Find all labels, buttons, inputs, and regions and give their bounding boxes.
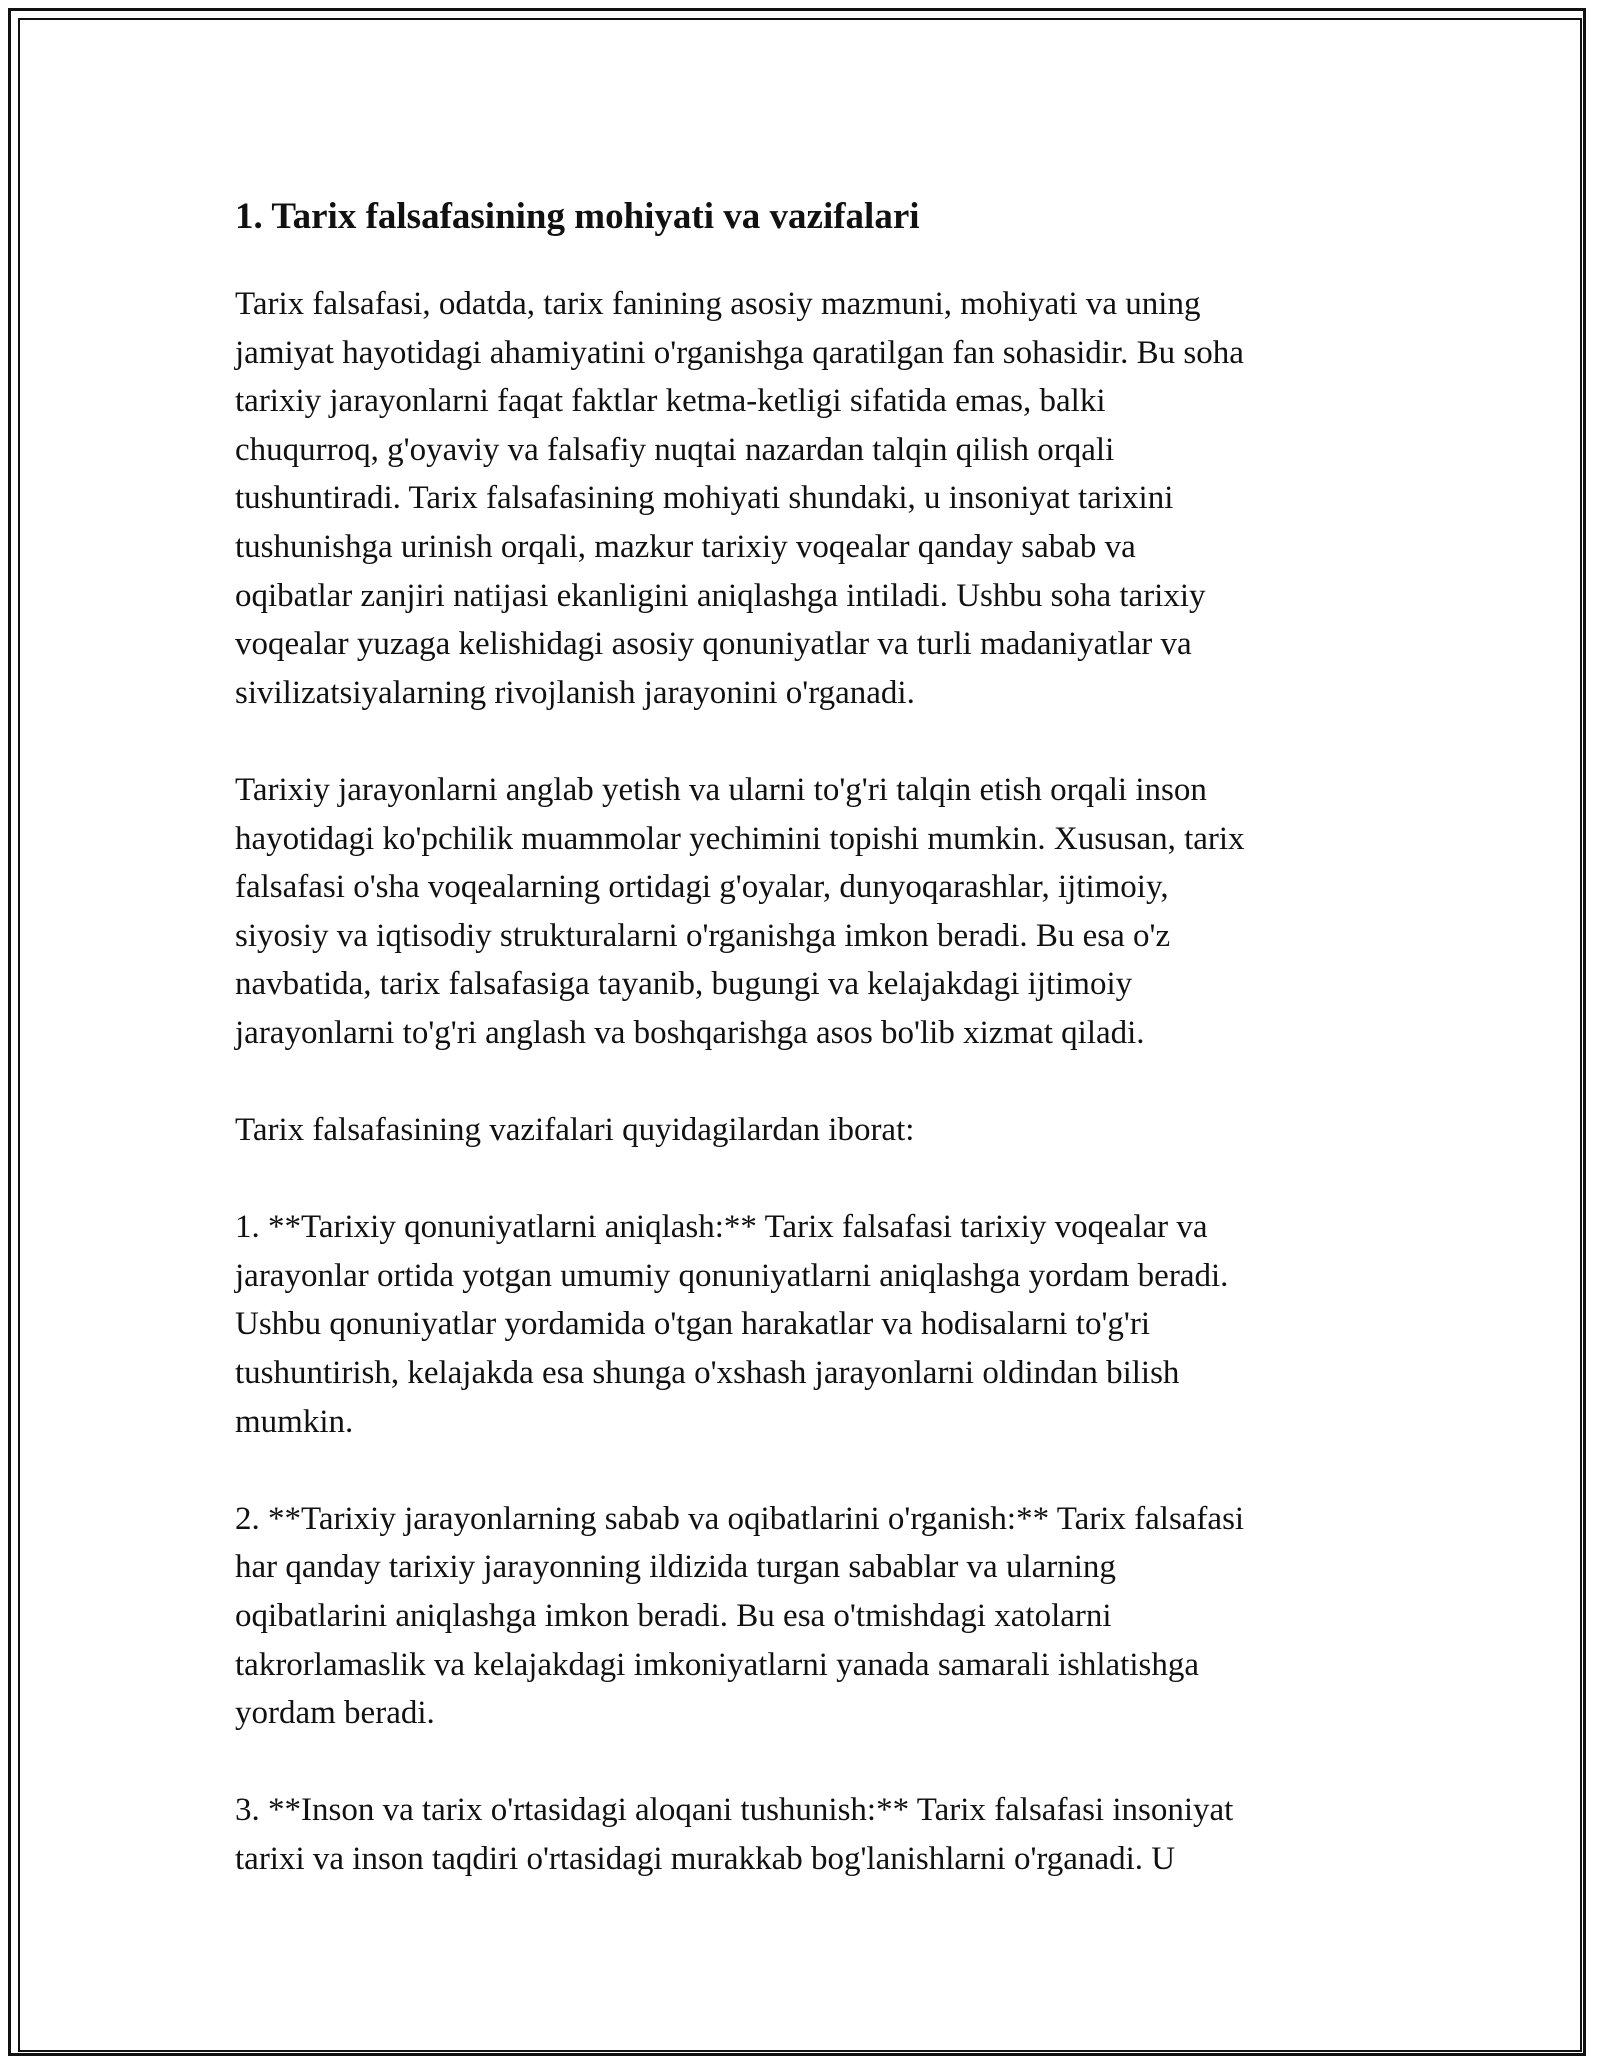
- section-heading: 1. Tarix falsafasining mohiyati va vazifalari: [235, 196, 920, 237]
- paragraph-understanding: Tarixiy jarayonlarni anglab yetish va ularni to'g'ri talqin etish orqali inson hayotidagi ko'pchilik muammolar yechimini topishi mumkin. Xususan, tarix falsafasi o'sha voqealarning ortidagi g'oyalar, dunyoqarashlar, ijtimoiy, siyosiy va iqtisodiy strukturalarni o'rganishga imkon beradi. Bu esa o'z navbatida, tarix falsafasiga tayanib, bugungi va kelajakdagi ijtimoiy jarayonlarni to'g'ri anglash va boshqarishga asos bo'lib xizmat qiladi.: [235, 771, 1245, 1051]
- paragraph-tasks-intro: Tarix falsafasining vazifalari quyidagilardan iborat:: [235, 1112, 915, 1149]
- list-item-task-1: 1. **Tarixiy qonuniyatlarni aniqlash:** Tarix falsafasi tarixiy voqealar va jarayonlar ortida yotgan umumiy qonuniyatlarni aniqlashga yordam beradi. Ushbu qonuniyatlar yordamida o'tgan harakatlar va hodisalarni to'g'ri tushuntirish, kelajakda esa shunga o'xshash jarayonlarni oldindan bilish mumkin.: [235, 1209, 1229, 1440]
- list-item-task-3: 3. **Inson va tarix o'rtasidagi aloqani tushunish:** Tarix falsafasi insoniyat tarixi va inson taqdiri o'rtasidagi murakkab bog'lanishlarni o'rganadi. U: [235, 1792, 1234, 1877]
- list-item-task-2: 2. **Tarixiy jarayonlarning sabab va oqibatlarini o'rganish:** Tarix falsafasi har qanday tarixiy jarayonning ildizida turgan sabablar va ularning oqibatlarini aniqlashga imkon beradi. Bu esa o'tmishdagi xatolarni takrorlamaslik va kelajakdagi imkoniyatlarni yanada samarali ishlatishga yordam beradi.: [235, 1500, 1245, 1732]
- document-body: [235, 184, 1375, 1884]
- paragraph-intro: Tarix falsafasi, odatda, tarix fanining asosiy mazmuni, mohiyati va uning jamiyat hayotidagi ahamiyatini o'rganishga qaratilgan fan sohasidir. Bu soha tarixiy jarayonlarni faqat faktlar ketma-ketligi sifatida emas, balki chuqurroq, g'oyaviy va falsafiy nuqtai nazardan talqin qilish orqali tushuntiradi. Tarix falsafasining mohiyati shundaki, u insoniyat tarixini tushunishga urinish orqali, mazkur tarixiy voqealar qanday sabab va oqibatlar zanjiri natijasi ekanligini aniqlashga intiladi. Ushbu soha tarixiy voqealar yuzaga kelishidagi asosiy qonuniyatlar va turli madaniyatlar va sivilizatsiyalarning rivojlanish jarayonini o'rganadi.: [235, 286, 1244, 711]
